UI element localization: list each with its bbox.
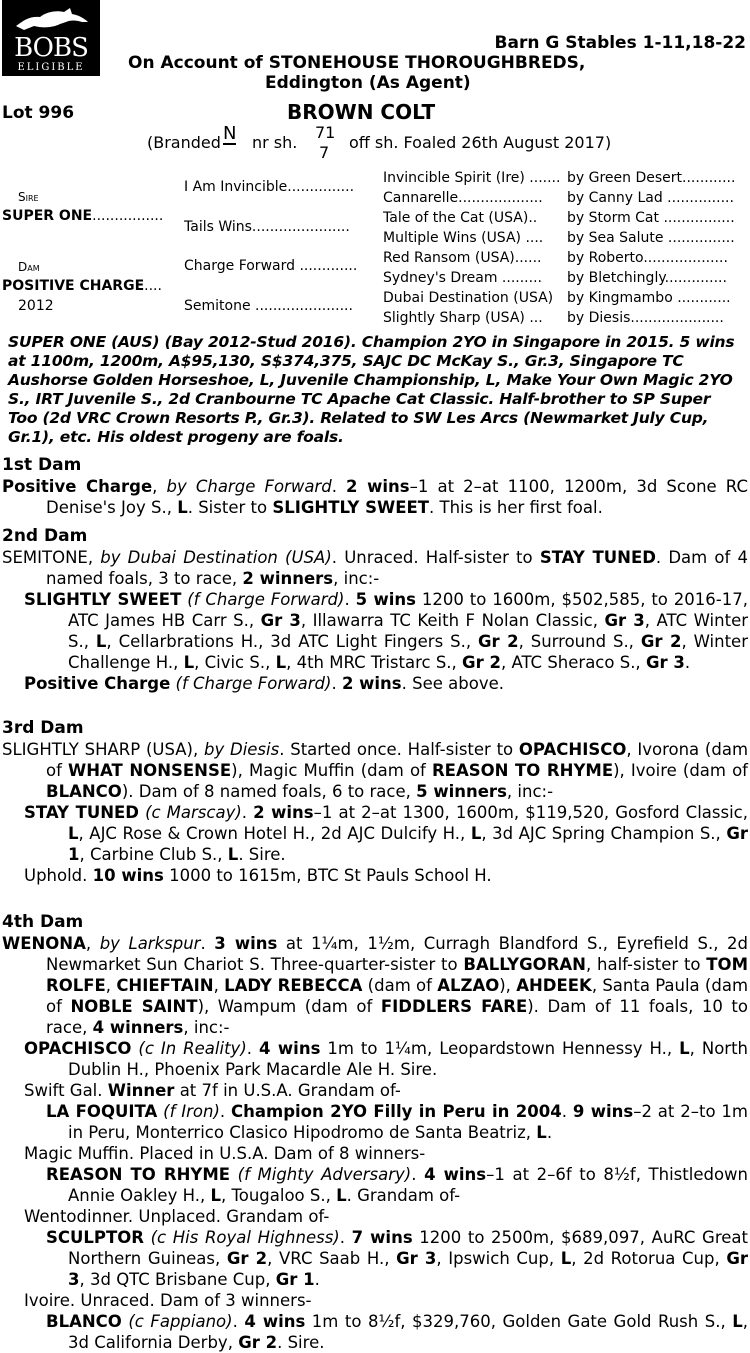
ancestor-sire: by Roberto................... [567,250,728,266]
dam-name [2,276,162,296]
ancestor-sire: by Green Desert............ [567,170,736,186]
lot-title: BROWN COLT [287,100,436,124]
ancestor-name: Tale of the Cat (USA).. [383,210,538,226]
sire-leader-dots: ................ [92,208,164,224]
second-dam-section [2,526,748,694]
pedigree-entry: Positive Charge, by Charge Forward. 2 wins–1 at 2–at 1100, 1200m, 3d Scone RC Denise's Joy S., L. Sister to SLIGHTLY SWEET. This is her first foal. [2,477,748,517]
dam-heading: 2nd Dam [2,526,88,546]
granddam-maternal: Semitone ...................... [184,298,353,314]
pedigree-entry: BLANCO (c Fappiano). 4 wins 1m to 8½f, $329,760, Golden Gate Gold Rush S., L, 3d California Derby, Gr 2. Sire. [46,1312,748,1352]
pedigree-entry: WENONA, by Larkspur. 3 wins at 1¼m, 1½m, Curragh Blandford S., Eyrefield S., 2d Newmarket Sun Chariot S. Three-quarter-sister to BALLYGORAN, half-sister to TOM ROLFE, CHIEFTAIN, LADY REBECCA (dam of ALZAO), AHDEEK, Santa Paula (dam of NOBLE SAINT), Wampum (dam of FIDDLERS FARE). Dam of 11 foals, 10 to race, 4 winners, inc:- [2,934,749,1037]
sire-label: Sire [18,190,39,204]
pedigree-entry: LA FOQUITA (f Iron). Champion 2YO Filly in Peru in 2004. 9 wins–2 at 2–to 1m in Peru, Monterrico Clasico Hipodromo de Santa Beatriz, L. [46,1102,749,1142]
dam-heading: 1st Dam [2,455,82,475]
agent-line: Eddington (As Agent) [265,73,471,93]
ancestor-name: Dubai Destination (USA) [383,290,554,306]
dam-label: Dam [18,260,40,274]
grandsire-paternal: I Am Invincible............... [184,179,355,195]
ancestor-sire: by Sea Salute ............... [567,230,735,246]
ancestor-sire: by Kingmambo ............ [567,290,731,306]
dam-leader-dots: .... [144,278,162,294]
pedigree-entry: SCULPTOR (c His Royal Highness). 7 wins 1200 to 2500m, $689,097, AuRC Great Northern Guineas, Gr 2, VRC Saab H., Gr 3, Ipswich Cup, L, 2d Rotorua Cup, Gr 3, 3d QTC Brisbane Cup, Gr 1. [46,1228,749,1289]
dam-heading: 3rd Dam [2,718,84,738]
fourth-dam-section [2,912,748,1353]
consignor-logo [2,0,100,76]
logo-subtitle: ELIGIBLE [17,62,85,73]
brand-fraction-bottom: 7 [319,143,330,162]
brand-mark: N [223,123,237,144]
sire-name-text: SUPER ONE [2,208,93,224]
pedigree-entry: SLIGHTLY SWEET (f Charge Forward). 5 wins 1200 to 1600m, $502,585, to 2016-17, ATC James HB Carr S., Gr 3, Illawarra TC Keith F Nolan Classic, Gr 3, ATC Winter S., L, Cellarbrations H., 3d ATC Light Fingers S., Gr 2, Surround S., Gr 2, Winter Challenge H., L, Civic S., L, 4th MRC Tristarc S., Gr 2, ATC Sheraco S., Gr 3. [24,590,749,672]
ancestor-sire: by Bletchingly.............. [567,270,727,286]
pedigree-entry: Swift Gal. Winner at 7f in U.S.A. Grandam of- [24,1081,401,1100]
ancestor-name: Red Ransom (USA)...... [383,250,542,266]
ancestor-name: Invincible Spirit (Ire) ....... [383,170,561,186]
pedigree-entry: STAY TUNED (c Marscay). 2 wins–1 at 2–at 1300, 1600m, $119,520, Gosford Classic, L, AJC Rose & Crown Hotel H., 2d AJC Dulcify H., L, 3d AJC Spring Champion S., Gr 1, Carbine Club S., L. Sire. [24,803,748,864]
pedigree-entry: Magic Muffin. Placed in U.S.A. Dam of 8 winners- [24,1144,426,1163]
first-dam-section [2,455,748,518]
pedigree-entry: Ivoire. Unraced. Dam of 3 winners- [24,1291,312,1310]
third-dam-section [2,718,748,886]
ancestor-name: Slightly Sharp (USA) ... [383,310,543,326]
dam-name-text: POSITIVE CHARGE [2,278,145,294]
pedigree-entry: Wentodinner. Unplaced. Grandam of- [24,1207,330,1226]
pedigree-entry: OPACHISCO (c In Reality). 4 wins 1m to 1¼m, Leopardstown Hennessy H., L, North Dublin H., Phoenix Park Macardle Ale H. Sire. [24,1039,749,1079]
ancestor-sire: by Storm Cat ................ [567,210,735,226]
branded-prefix: (Branded [147,133,221,152]
brand-fraction-top: 71 [315,123,336,142]
sire-name [2,206,163,226]
pedigree-entry: Positive Charge (f Charge Forward). 2 wins. See above. [24,674,504,693]
sire-summary: SUPER ONE (AUS) (Bay 2012-Stud 2016). Champion 2YO in Singapore in 2015. 5 wins at 1100m, 1200m, A$95,130, S$374,375, SAJC DC McKay S., Gr.3, Singapore TC Aushorse Golden Horseshoe, L, Juvenile Championship, L, Make Your Own Magic 2YO S., IRT Juvenile S., 2d Cranbourne TC Apache Cat Classic. Half-brother to SP Super Too (2d VRC Crown Resorts P., Gr.3). Related to SW Les Arcs (Newmarket July Cup, Gr.1), etc. His oldest progeny are foals. [8,333,735,446]
pedigree-entry: Uphold. 10 wins 1000 to 1615m, BTC St Pauls School H. [24,866,492,885]
barn-info: Barn G Stables 1-11,18-22 [494,33,746,53]
ancestor-name: Sydney's Dream ......... [383,270,542,286]
ancestor-name: Cannarelle................... [383,190,543,206]
lot-number: Lot 996 [2,103,75,123]
pedigree-entry: SEMITONE, by Dubai Destination (USA). Unraced. Half-sister to STAY TUNED. Dam of 4 named foals, 3 to race, 2 winners, inc:- [2,548,748,588]
granddam-paternal: Tails Wins...................... [184,219,350,235]
consignor-line: On Account of STONEHOUSE THOROUGHBREDS, [128,53,586,73]
grandsire-maternal: Charge Forward ............. [184,258,358,274]
dam-heading: 4th Dam [2,912,84,932]
dam-year: 2012 [18,298,54,314]
ancestor-sire: by Canny Lad ............... [567,190,734,206]
pedigree-entry: REASON TO RHYME (f Mighty Adversary). 4 wins–1 at 2–6f to 8½f, Thistledown Annie Oakley H., L, Tougaloo S., L. Grandam of- [46,1165,748,1205]
ancestor-sire: by Diesis..................... [567,310,724,326]
off-sh-foaled: off sh. Foaled 26th August 2017) [349,133,612,152]
ancestor-name: Multiple Wins (USA) .... [383,230,544,246]
nr-sh: nr sh. [252,133,298,152]
pedigree-entry: SLIGHTLY SHARP (USA), by Diesis. Started once. Half-sister to OPACHISCO, Ivorona (dam of WHAT NONSENSE), Magic Muffin (dam of REASON TO RHYME), Ivoire (dam of BLANCO). Dam of 8 named foals, 6 to race, 5 winners, inc:- [2,740,749,801]
horse-icon [12,6,90,32]
logo-name: BOBS [14,33,88,63]
